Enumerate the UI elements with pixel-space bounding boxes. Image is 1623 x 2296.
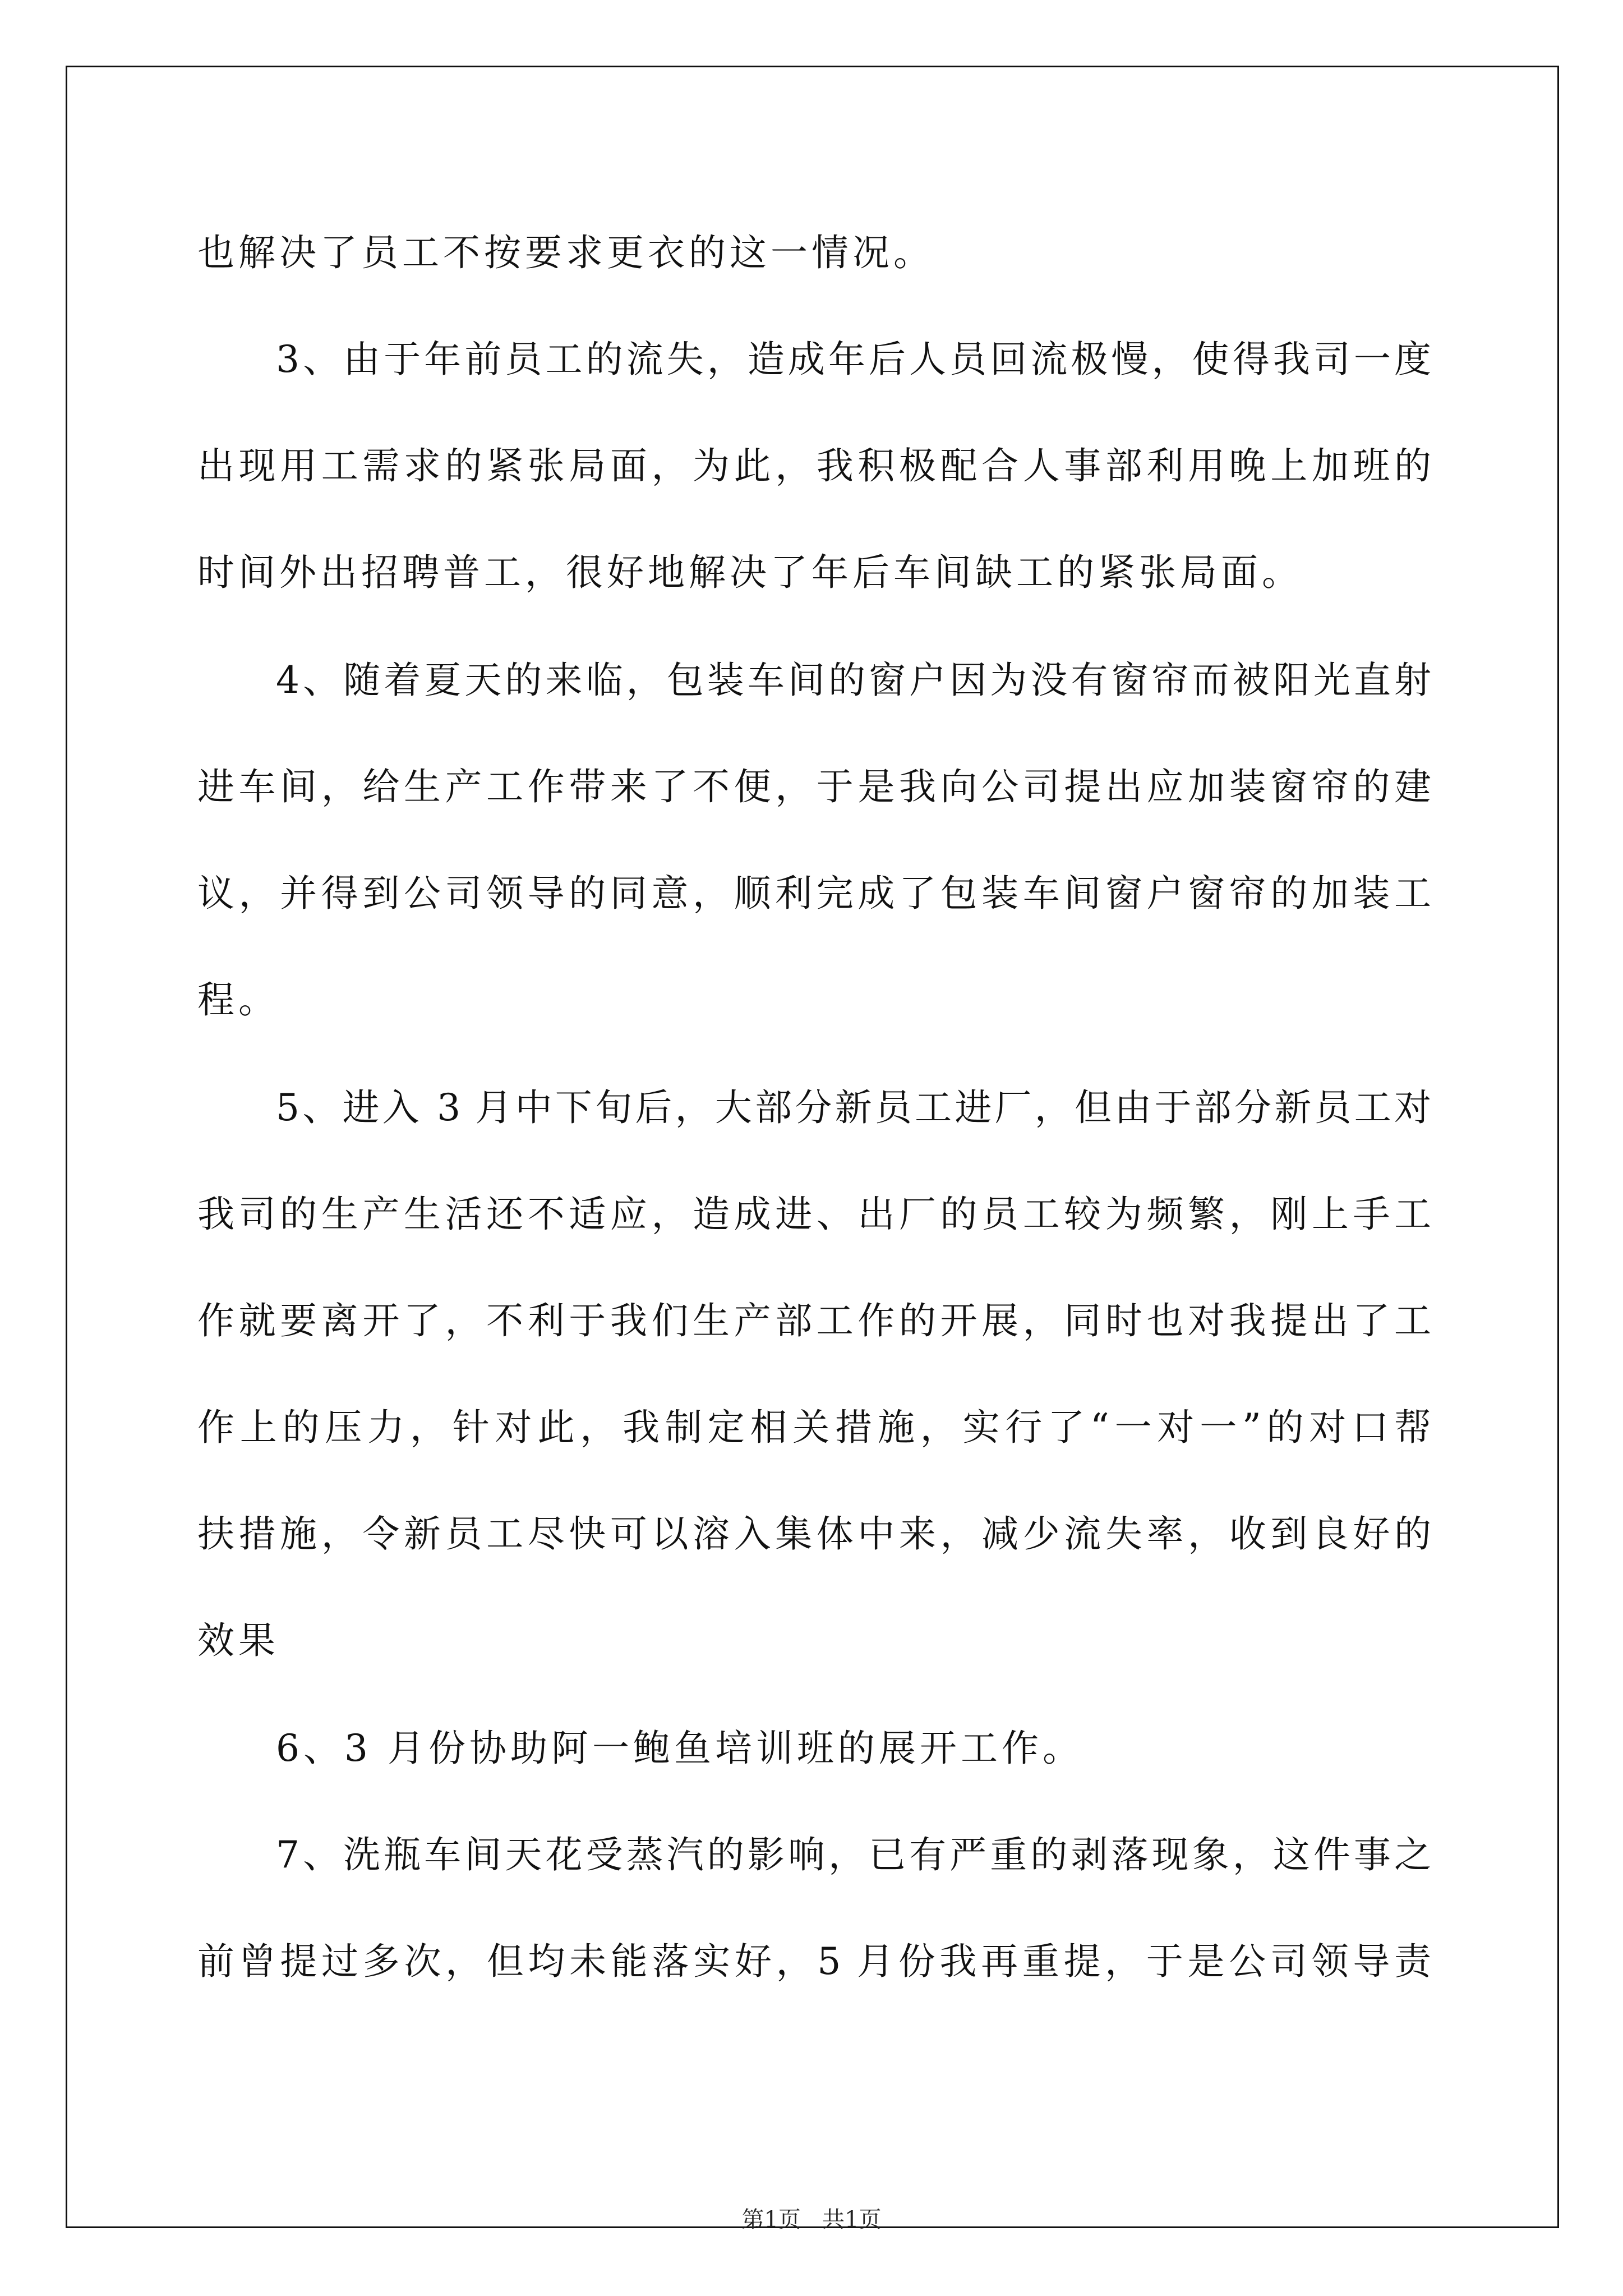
text-line: 出现用工需求的紧张局面，为此，我积极配合人事部利用晚上加班的 [197,444,1431,487]
text-line: 作就要离开了，不利于我们生产部工作的开展，同时也对我提出了工 [197,1299,1431,1342]
text-line: 7、洗瓶车间天花受蒸汽的影响，已有严重的剥落现象，这件事之 [276,1833,1431,1876]
text-line: 3、由于年前员工的流失，造成年后人员回流极慢，使得我司一度 [276,338,1431,381]
text-line: 效果 [197,1619,279,1662]
page-border [66,66,1559,2228]
page-footer: 第1页 共1页 [741,2207,882,2233]
text-line: 5、进入 3 月中下旬后，大部分新员工进厂，但由于部分新员工对 [276,1086,1431,1129]
text-line: 时间外出招聘普工，很好地解决了年后车间缺工的紧张局面。 [197,551,1303,594]
text-line: 6、3 月份协助阿一鲍鱼培训班的展开工作。 [276,1727,1083,1770]
text-line: 议，并得到公司领导的同意，顺利完成了包装车间窗户窗帘的加装工 [197,872,1431,915]
text-line: 4、随着夏天的来临，包装车间的窗户因为没有窗帘而被阳光直射 [276,659,1431,702]
text-line: 前曾提过多次，但均未能落实好，5 月份我再重提，于是公司领导责 [197,1940,1431,1983]
text-line: 也解决了员工不按要求更衣的这一情况。 [197,231,934,274]
text-line: 进车间，给生产工作带来了不便，于是我向公司提出应加装窗帘的建 [197,765,1431,808]
text-line: 作上的压力，针对此，我制定相关措施，实行了“一对一”的对口帮 [197,1406,1431,1449]
text-line: 程。 [197,978,279,1022]
text-line: 我司的生产生活还不适应，造成进、出厂的员工较为频繁，刚上手工 [197,1193,1431,1236]
text-line: 扶措施，令新员工尽快可以溶入集体中来，减少流失率，收到良好的 [197,1512,1431,1556]
